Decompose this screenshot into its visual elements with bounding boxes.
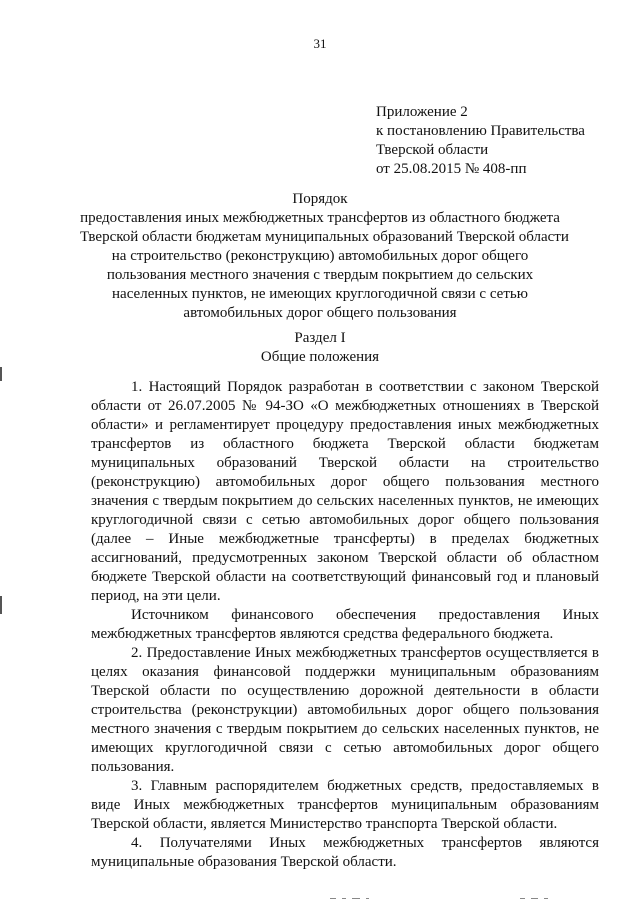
appendix-resolution-line: к постановлению Правительства bbox=[376, 123, 585, 139]
appendix-date-number: от 25.08.2015 № 408-пп bbox=[376, 161, 527, 177]
section-number: Раздел I bbox=[294, 330, 346, 346]
scan-artifact bbox=[0, 367, 2, 381]
paragraph: 2. Предоставление Иных межбюджетных трансфертов осуществляется в целях оказания финансовой поддержки муниципальным образованиям Тверской области по осуществлению дорожной деятельности в области строительства (реконструкции) автомобильных дорог общего пользования местного значения с твердым покрытием до сельских населенных пунктов, не имеющих круглогодичной связи с сетью автомобильных дорог общего пользования. bbox=[91, 645, 599, 775]
scan-artifact bbox=[0, 596, 2, 614]
title-line: пользования местного значения с твердым покрытием до сельских bbox=[106, 267, 534, 283]
title-line: Тверской области бюджетам муниципальных образований Тверской области bbox=[80, 229, 569, 245]
document-title bbox=[80, 190, 569, 323]
paragraph: 3. Главным распорядителем бюджетных средств, предоставляемых в виде Иных межбюджетных трансфертов муниципальным образованиям Тверской области, является Министерство транспорта Тверской области. bbox=[91, 778, 599, 832]
appendix-reference bbox=[376, 103, 585, 179]
appendix-title: Приложение 2 bbox=[376, 104, 468, 120]
title-line: автомобильных дорог общего пользования bbox=[183, 305, 457, 321]
section-heading bbox=[80, 329, 560, 367]
section-name: Общие положения bbox=[260, 349, 380, 365]
title-heading: Порядок bbox=[292, 191, 348, 207]
title-line: населенных пунктов, не имеющих круглогодичной связи с сетью bbox=[112, 286, 528, 302]
scan-artifact-footer bbox=[0, 898, 640, 900]
appendix-region-line: Тверской области bbox=[376, 142, 489, 158]
paragraph: Источником финансового обеспечения предоставления Иных межбюджетных трансфертов являются средства федерального бюджета. bbox=[91, 607, 599, 642]
paragraph: 4. Получателями Иных межбюджетных трансфертов являются муниципальные образования Тверской области. bbox=[91, 835, 599, 870]
page-number: 31 bbox=[313, 36, 327, 51]
title-line: предоставления иных межбюджетных трансфертов из областного бюджета bbox=[80, 210, 560, 226]
title-line: на строительство (реконструкцию) автомобильных дорог общего bbox=[111, 248, 529, 264]
body-text bbox=[91, 378, 599, 872]
paragraph: 1. Настоящий Порядок разработан в соответствии с законом Тверской области от 26.07.2005 № 94-ЗО «О межбюджетных отношениях в Тверской области» и регламентирует процедуру предоставления иных межбюджетных трансфертов из областного бюджета Тверской области бюджетам муниципальных образований Тверской области на строительство (реконструкцию) автомобильных дорог общего пользования местного значения с твердым покрытием до сельских населенных пунктов, не имеющих круглогодичной связи с сетью автомобильных дорог общего пользования (далее – Иные межбюджетные трансферты) в пределах бюджетных ассигнований, предусмотренных законом Тверской области об областном бюджете Тверской области на соответствующий финансовый год и плановый период, на эти цели. bbox=[91, 379, 599, 604]
